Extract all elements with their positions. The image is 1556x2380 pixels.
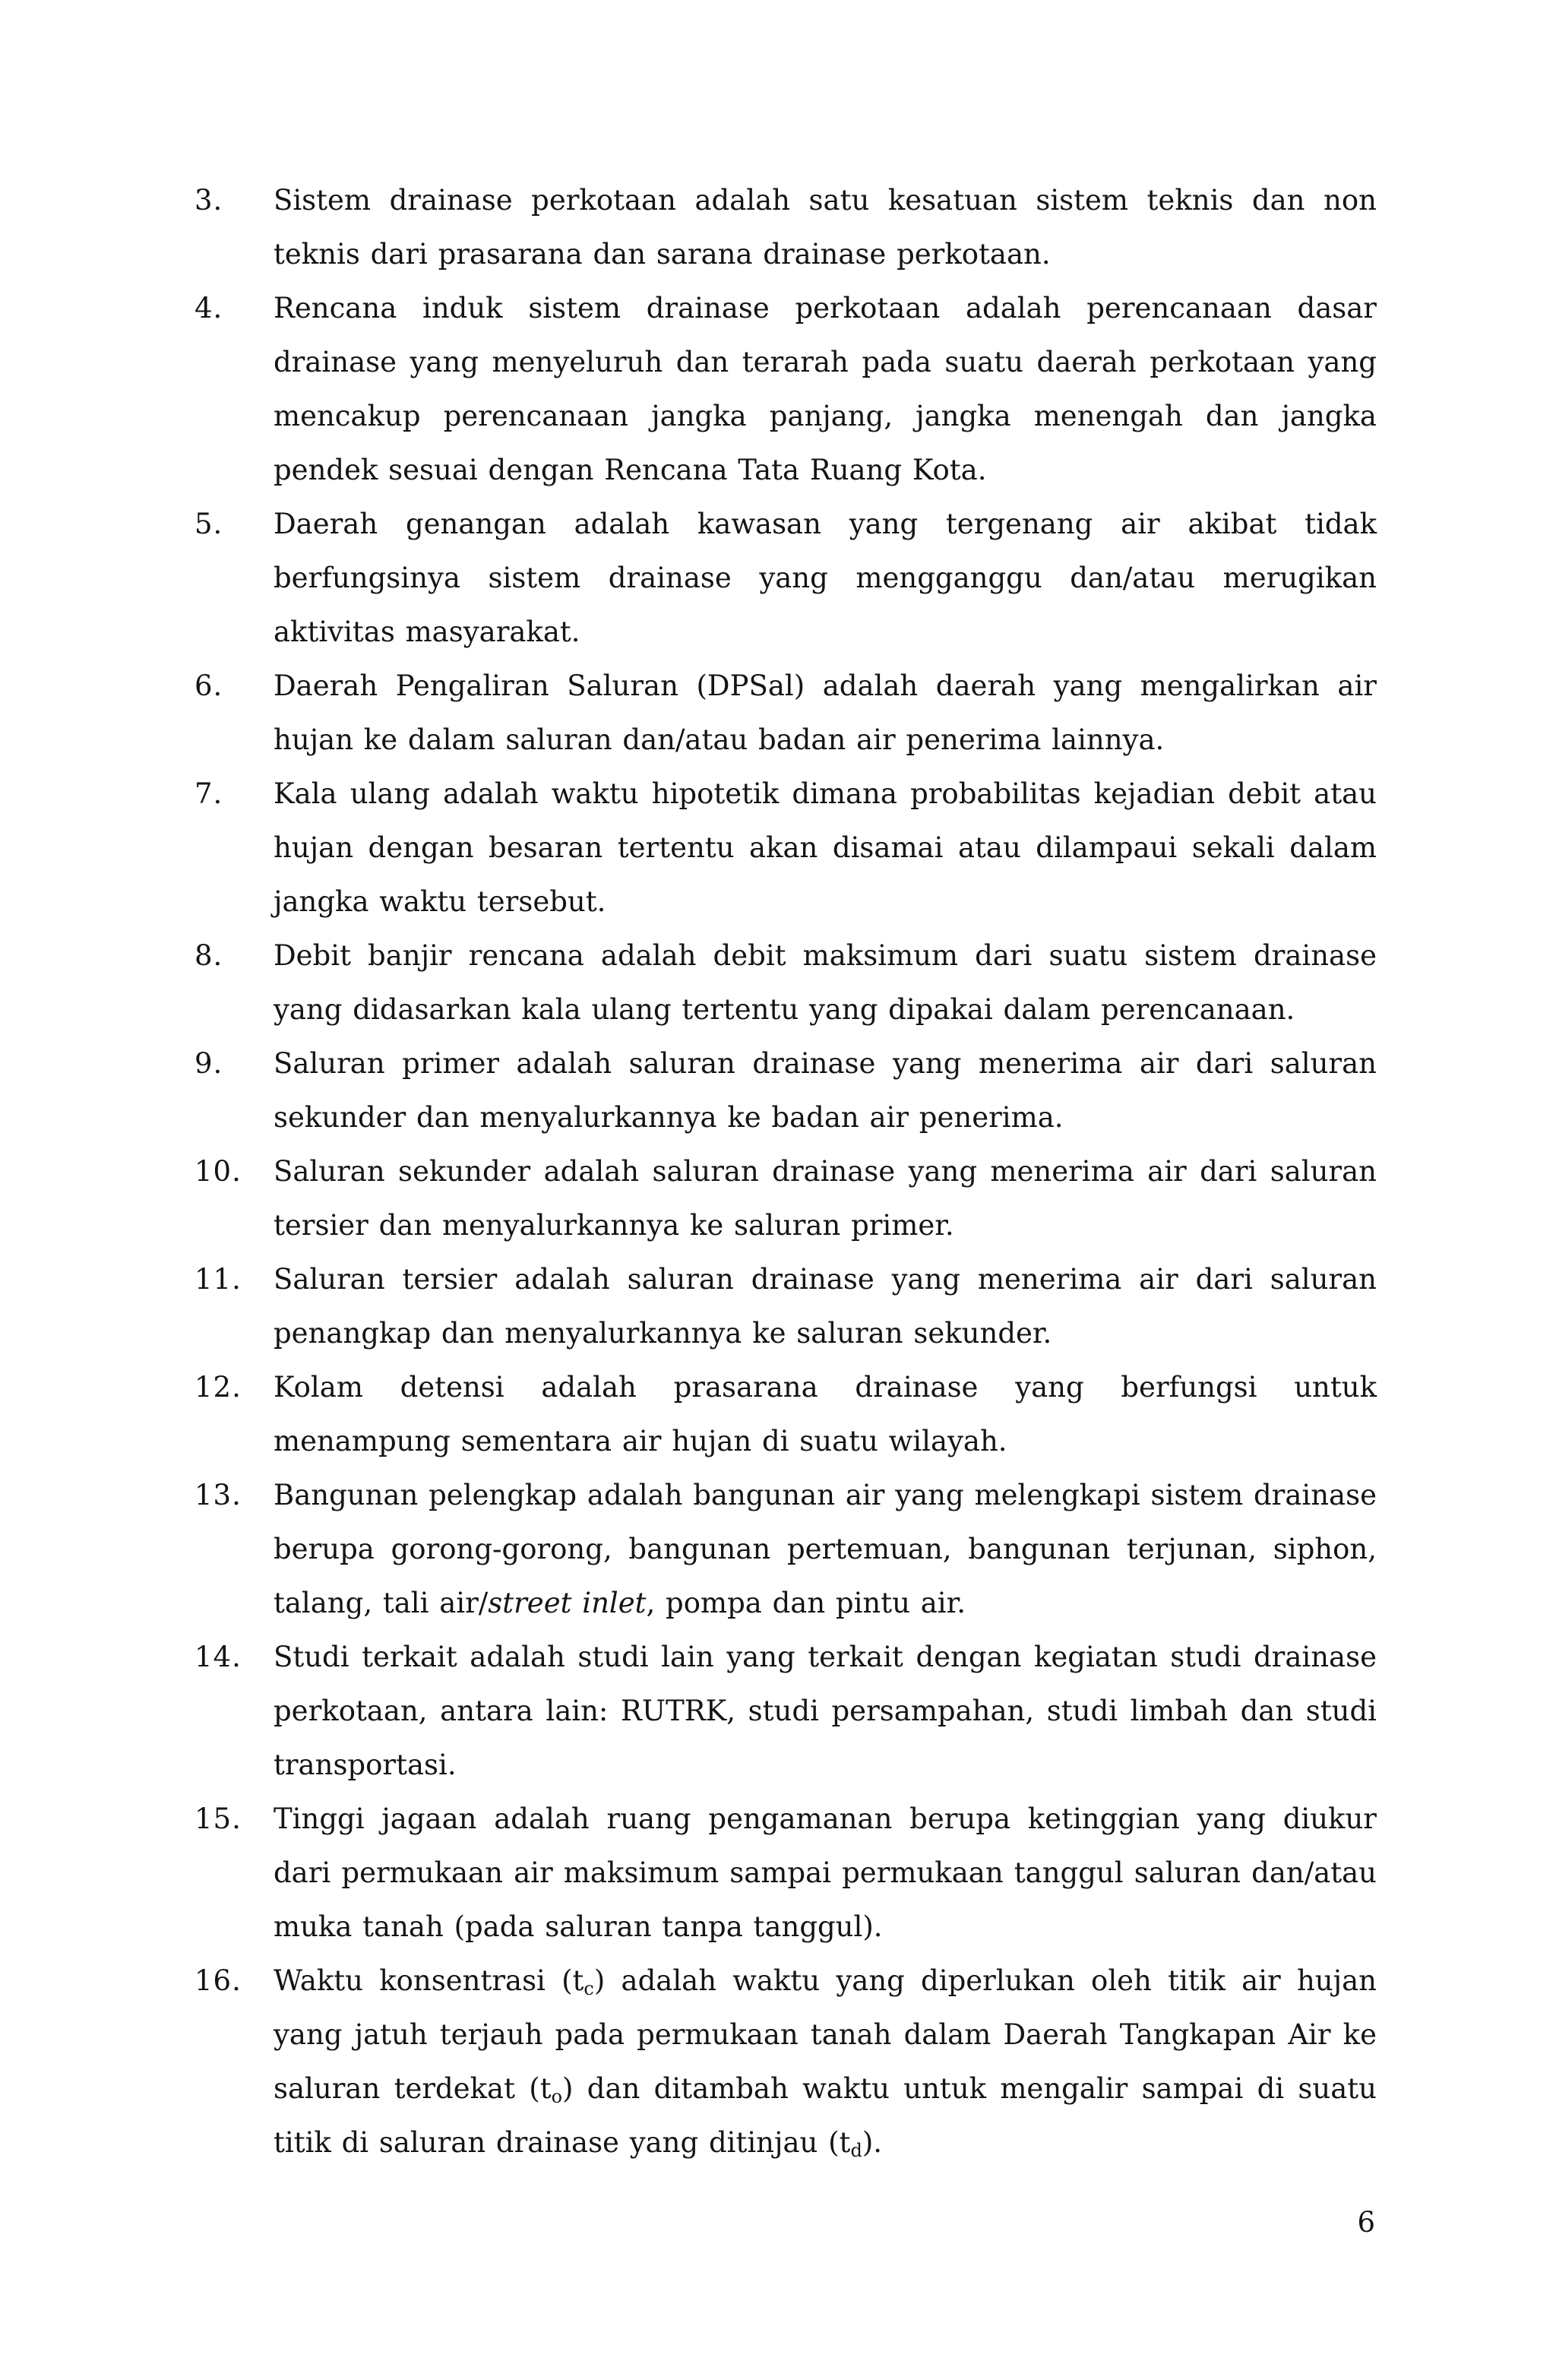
page-number: 6 xyxy=(1357,2206,1375,2239)
item-text-part: Bangunan pelengkap adalah bangunan air yang melengkapi sistem drainase berupa gorong-gorong, bangunan pertemuan, bangunan terjunan, siphon, talang, tali air/ xyxy=(274,1479,1377,1619)
item-number: 15. xyxy=(194,1802,242,1835)
item-text: Saluran primer adalah saluran drainase yang menerima air dari saluran sekunder dan menyalurkannya ke badan air penerima. xyxy=(274,1047,1377,1134)
item-number: 3. xyxy=(194,184,223,217)
item-number: 8. xyxy=(194,939,223,972)
item-text: Kala ulang adalah waktu hipotetik dimana probabilitas kejadian debit atau hujan dengan besaran tertentu akan disamai atau dilampaui sekali dalam jangka waktu tersebut. xyxy=(274,777,1377,918)
item-text: Saluran tersier adalah saluran drainase yang menerima air dari saluran penangkap dan menyalurkannya ke saluran sekunder. xyxy=(274,1263,1377,1350)
item-text xyxy=(274,1468,1377,1630)
subscript: c xyxy=(584,1978,594,1999)
list-item xyxy=(194,1037,1377,1144)
item-text: Tinggi jagaan adalah ruang pengamanan berupa ketinggian yang diukur dari permukaan air maksimum sampai permukaan tanggul saluran dan/atau muka tanah (pada saluran tanpa tanggul). xyxy=(274,1802,1377,1943)
list-item xyxy=(194,497,1377,659)
item-number: 12. xyxy=(194,1371,242,1404)
item-text: Studi terkait adalah studi lain yang terkait dengan kegiatan studi drainase perkotaan, antara lain: RUTRK, studi persampahan, studi limbah dan studi transportasi. xyxy=(274,1641,1377,1781)
list-item xyxy=(194,173,1377,281)
subscript: o xyxy=(551,2086,563,2107)
list-item xyxy=(194,1360,1377,1468)
item-number: 13. xyxy=(194,1479,242,1511)
list-item xyxy=(194,767,1377,929)
item-text-part: ) dan ditambah waktu untuk mengalir sampai di suatu titik di saluran drainase yang ditinjau (t xyxy=(274,2072,1377,2159)
item-text: Daerah Pengaliran Saluran (DPSal) adalah daerah yang mengalirkan air hujan ke dalam saluran dan/atau badan air penerima lainnya. xyxy=(274,669,1377,756)
item-number: 7. xyxy=(194,777,223,810)
list-item xyxy=(194,929,1377,1037)
list-item xyxy=(194,1468,1377,1630)
list-item xyxy=(194,281,1377,497)
list-item xyxy=(194,1954,1377,2170)
item-text: Debit banjir rencana adalah debit maksimum dari suatu sistem drainase yang didasarkan kala ulang tertentu yang dipakai dalam perencanaan. xyxy=(274,939,1377,1026)
item-text: Kolam detensi adalah prasarana drainase yang berfungsi untuk menampung sementara air hujan di suatu wilayah. xyxy=(274,1371,1377,1457)
item-number: 16. xyxy=(194,1964,242,1997)
item-text-italic: street inlet xyxy=(488,1587,647,1619)
item-text xyxy=(274,1954,1377,2170)
item-text: Saluran sekunder adalah saluran drainase yang menerima air dari saluran tersier dan menyalurkannya ke saluran primer. xyxy=(274,1155,1377,1242)
item-number: 5. xyxy=(194,508,223,540)
item-number: 14. xyxy=(194,1641,242,1673)
item-text: Daerah genangan adalah kawasan yang tergenang air akibat tidak berfungsinya sistem drainase yang mengganggu dan/atau merugikan aktivitas masyarakat. xyxy=(274,508,1377,648)
item-number: 6. xyxy=(194,669,223,702)
item-text-part: , pompa dan pintu air. xyxy=(646,1587,966,1619)
item-number: 9. xyxy=(194,1047,223,1080)
list-item xyxy=(194,659,1377,767)
item-number: 4. xyxy=(194,292,223,324)
item-number: 10. xyxy=(194,1155,242,1188)
definition-list xyxy=(194,173,1377,2170)
list-item xyxy=(194,1792,1377,1954)
list-item xyxy=(194,1144,1377,1252)
item-number: 11. xyxy=(194,1263,242,1296)
list-item xyxy=(194,1630,1377,1792)
item-text-part: Waktu konsentrasi (t xyxy=(274,1964,584,1997)
item-text: Sistem drainase perkotaan adalah satu kesatuan sistem teknis dan non teknis dari prasarana dan sarana drainase perkotaan. xyxy=(274,184,1377,271)
item-text: Rencana induk sistem drainase perkotaan adalah perencanaan dasar drainase yang menyeluruh dan terarah pada suatu daerah perkotaan yang mencakup perencanaan jangka panjang, jangka menengah dan jangka pendek sesuai dengan Rencana Tata Ruang Kota. xyxy=(274,292,1377,486)
item-text-part: ) adalah waktu yang diperlukan oleh titik air hujan yang jatuh terjauh pada permukaan tanah dalam Daerah Tangkapan Air ke saluran terdekat (t xyxy=(274,1964,1377,2105)
list-item xyxy=(194,1252,1377,1360)
item-text-part: ). xyxy=(862,2126,883,2159)
subscript: d xyxy=(850,2140,862,2161)
